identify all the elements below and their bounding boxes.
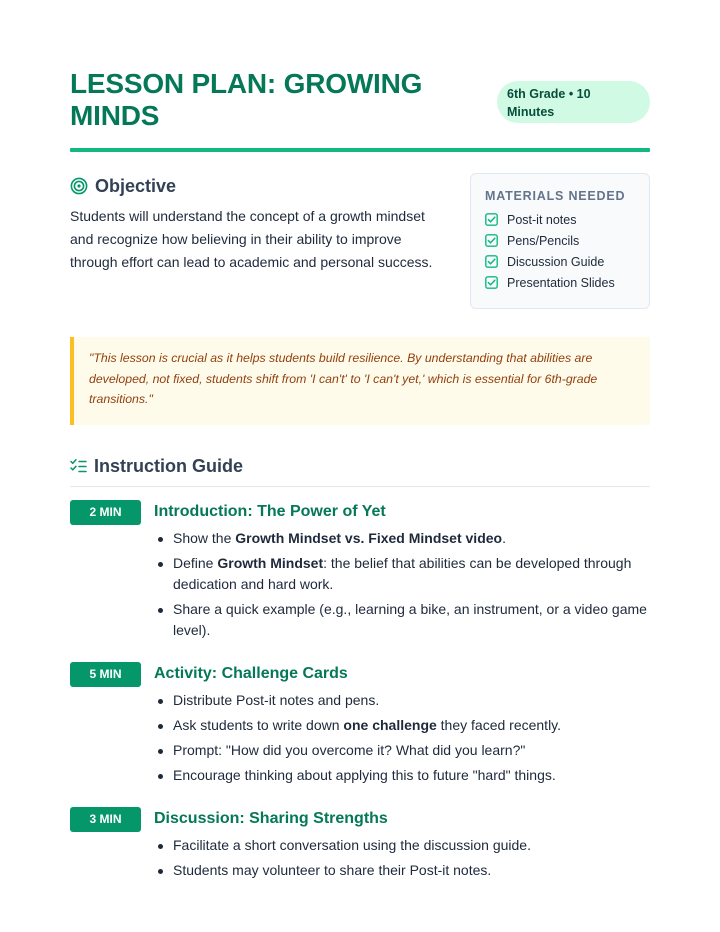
step-bullet (154, 860, 650, 881)
header-divider (70, 148, 650, 152)
bullet-text: Ask students to write down (173, 717, 344, 733)
material-item (485, 272, 635, 293)
time-badge: 3 MIN (70, 807, 141, 832)
bullet-emphasis: one challenge (343, 717, 437, 733)
time-badge: 2 MIN (70, 500, 141, 525)
material-item (485, 251, 635, 272)
step-bullet (154, 553, 650, 595)
bullet-text: they faced recently. (436, 717, 562, 733)
bullet-text: Prompt: "How did you overcome it? What did you learn?" (173, 742, 526, 758)
step-bullet (154, 835, 650, 856)
time-badge: 5 MIN (70, 662, 141, 687)
step-bullets (154, 835, 650, 885)
grade-duration-badge: 6th Grade • 10 Minutes (497, 81, 650, 123)
instruction-guide-header (70, 454, 650, 487)
step-bullet (154, 690, 650, 711)
material-item (485, 230, 635, 251)
step-bullets (154, 690, 650, 790)
bullet-text: . (502, 530, 506, 546)
material-item-label: Post-it notes (507, 212, 577, 227)
bullet-emphasis: Growth Mindset vs. Fixed Mindset video (235, 530, 503, 546)
step-bullet (154, 528, 650, 549)
step-title: Discussion: Sharing Strengths (154, 810, 388, 827)
list-check-icon (70, 458, 87, 474)
check-square-icon (485, 234, 498, 247)
instruction-guide-heading: Instruction Guide (94, 455, 244, 476)
page-title: LESSON PLAN: GROWING MINDS (70, 68, 423, 131)
bullet-text: Students may volunteer to share their Post-it notes. (173, 862, 492, 878)
bullet-text: Distribute Post-it notes and pens. (173, 692, 380, 708)
bullet-text: Share a quick example (e.g., learning a bike, an instrument, or a video game level). (173, 601, 647, 638)
check-square-icon (485, 255, 498, 268)
instruction-guide-heading-row (70, 454, 650, 478)
bullet-text: Encourage thinking about applying this to future "hard" things. (173, 767, 556, 783)
check-square-icon (485, 276, 498, 289)
step-bullet (154, 765, 650, 786)
bullet-text: : the belief that abilities can be developed through dedication and hard work. (173, 555, 632, 592)
material-item-label: Presentation Slides (507, 275, 615, 290)
objective-text: Students will understand the concept of a growth mindset and recognize how believing in their ability to improve through effort can lead to academic and personal success. (70, 208, 433, 270)
header (70, 68, 650, 150)
step-bullet (154, 740, 650, 761)
material-item-label: Pens/Pencils (507, 233, 580, 248)
bullet-text: Facilitate a short conversation using the discussion guide. (173, 837, 531, 853)
materials-card (470, 173, 650, 309)
objective-heading-row (70, 174, 450, 198)
step-bullet (154, 599, 650, 641)
rationale-quote: "This lesson is crucial as it helps students build resilience. By understanding that abilities are developed, not fixed, students shift from 'I can't' to 'I can't yet,' which is essential for 6th-grade transitions." (70, 337, 650, 425)
step-bullets (154, 528, 650, 645)
material-item-label: Discussion Guide (507, 254, 605, 269)
objective-heading: Objective (95, 175, 177, 196)
materials-list (485, 209, 635, 293)
bullet-emphasis: Growth Mindset (217, 555, 324, 571)
check-square-icon (485, 213, 498, 226)
step-title: Activity: Challenge Cards (154, 665, 348, 682)
step-title: Introduction: The Power of Yet (154, 503, 386, 520)
bullet-text: Define (173, 555, 218, 571)
material-item (485, 209, 635, 230)
materials-title: MATERIALS NEEDED (485, 189, 626, 203)
step-bullet (154, 715, 650, 736)
target-icon (70, 177, 88, 195)
bullet-text: Show the (173, 530, 236, 546)
objective-section (70, 174, 450, 274)
